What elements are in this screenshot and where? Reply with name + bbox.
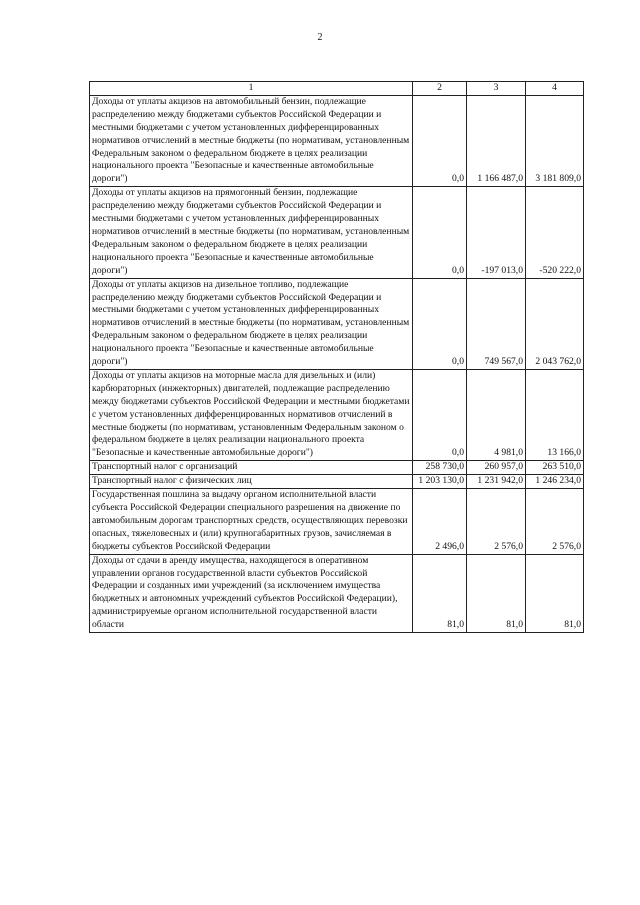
- row-description: Доходы от уплаты акцизов на автомобильный бензин, подлежащие распределению между бюджетами субъектов Российской Федерации и местными бюджетами с учетом установленных дифференцированных нормативов отчислений в местные бюджеты (по нормативам, установленным Федеральным законом о федеральном бюджете в целях реализации национального проекта "Безопасные и качественные автомобильные дороги"): [90, 95, 413, 186]
- row-description: Государственная пошлина за выдачу органом исполнительной власти субъекта Российской Федерации специального разрешения на движение по автомобильным дорогам транспортных средств, осуществляющих перевозки опасных, тяжеловесных и (или) крупногабаритных грузов, зачисляемая в бюджеты субъектов Российской Федерации: [90, 489, 413, 555]
- table-row: [90, 95, 584, 186]
- column-header-4: 4: [526, 82, 584, 96]
- table-row: [90, 475, 584, 489]
- row-value-col4: 2 576,0: [526, 489, 584, 555]
- row-description: Доходы от уплаты акцизов на дизельное топливо, подлежащие распределению между бюджетами субъектов Российской Федерации и местными бюджетами с учетом установленных дифференцированных нормативов отчислений в местные бюджеты (по нормативам, установленным Федеральным законом о федеральном бюджете в целях реализации национального проекта "Безопасные и качественные автомобильные дороги"): [90, 278, 413, 369]
- row-value-col4: -520 222,0: [526, 187, 584, 278]
- column-header-1: 1: [90, 82, 413, 96]
- row-description: Транспортный налог с организаций: [90, 461, 413, 475]
- row-value-col3: 4 981,0: [467, 369, 526, 460]
- row-value-col3: -197 013,0: [467, 187, 526, 278]
- row-value-col2: 0,0: [413, 187, 467, 278]
- row-value-col3: 749 567,0: [467, 278, 526, 369]
- table-row: [90, 278, 584, 369]
- row-value-col4: 2 043 762,0: [526, 278, 584, 369]
- row-description: Транспортный налог с физических лиц: [90, 475, 413, 489]
- row-value-col4: 1 246 234,0: [526, 475, 584, 489]
- row-value-col3: 1 231 942,0: [467, 475, 526, 489]
- page-number: 2: [317, 32, 323, 43]
- row-value-col4: 3 181 809,0: [526, 95, 584, 186]
- table-row: [90, 489, 584, 555]
- row-value-col2: 1 203 130,0: [413, 475, 467, 489]
- row-description: Доходы от уплаты акцизов на моторные масла для дизельных и (или) карбюраторных (инжекторных) двигателей, подлежащие распределению между бюджетами субъектов Российской Федерации и местными бюджетами с учетом установленных дифференцированных нормативов отчислений в местные бюджеты (по нормативам, установленным Федеральным законом о федеральном бюджете в целях реализации национального проекта "Безопасные и качественные автомобильные дороги"): [90, 369, 413, 460]
- table-header-row: [90, 82, 584, 96]
- row-description: Доходы от уплаты акцизов на прямогонный бензин, подлежащие распределению между бюджетами субъектов Российской Федерации и местными бюджетами с учетом установленных дифференцированных нормативов отчислений в местные бюджеты (по нормативам, установленным Федеральным законом о федеральном бюджете в целях реализации национального проекта "Безопасные и качественные автомобильные дороги"): [90, 187, 413, 278]
- row-value-col2: 2 496,0: [413, 489, 467, 555]
- table-row: [90, 461, 584, 475]
- row-value-col2: 0,0: [413, 95, 467, 186]
- column-header-3: 3: [467, 82, 526, 96]
- row-value-col3: 1 166 487,0: [467, 95, 526, 186]
- row-value-col2: 258 730,0: [413, 461, 467, 475]
- row-value-col4: 13 166,0: [526, 369, 584, 460]
- row-value-col3: 2 576,0: [467, 489, 526, 555]
- row-description: Доходы от сдачи в аренду имущества, находящегося в оперативном управлении органов государственной власти субъектов Российской Федерации и созданных ими учреждений (за исключением имущества бюджетных и автономных учреждений субъектов Российской Федерации), администрируемые органом исполнительной государственной власти области: [90, 554, 413, 632]
- row-value-col4: 263 510,0: [526, 461, 584, 475]
- row-value-col4: 81,0: [526, 554, 584, 632]
- table-row: [90, 187, 584, 278]
- row-value-col3: 260 957,0: [467, 461, 526, 475]
- table-row: [90, 554, 584, 632]
- table-row: [90, 369, 584, 460]
- row-value-col2: 0,0: [413, 278, 467, 369]
- row-value-col2: 0,0: [413, 369, 467, 460]
- row-value-col2: 81,0: [413, 554, 467, 632]
- row-value-col3: 81,0: [467, 554, 526, 632]
- column-header-2: 2: [413, 82, 467, 96]
- budget-revenue-table: [89, 81, 584, 633]
